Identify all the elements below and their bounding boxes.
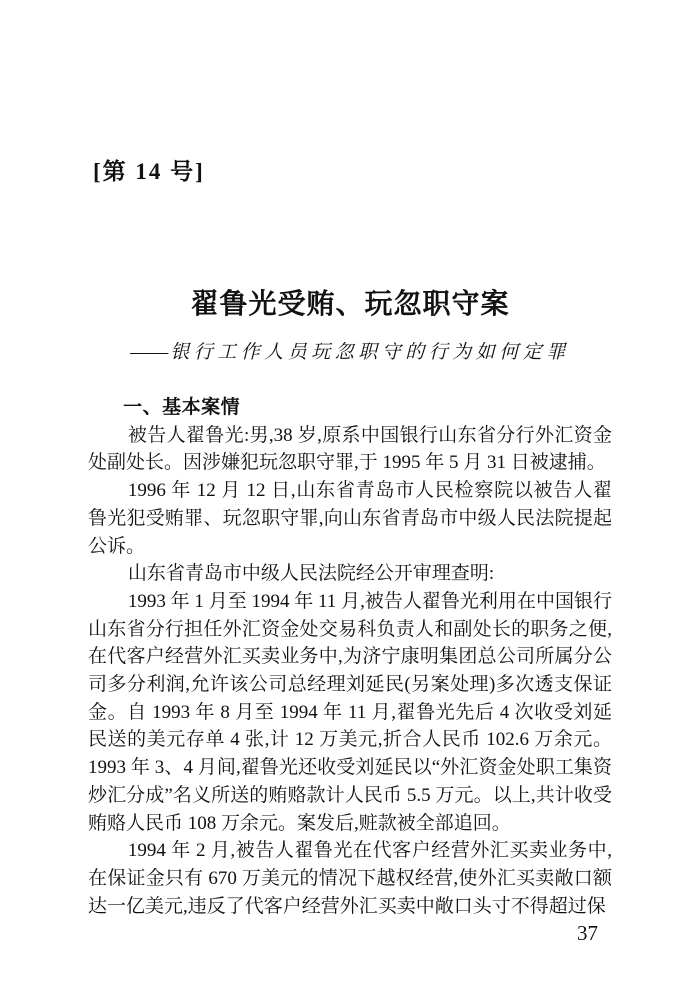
page-subtitle — [88, 337, 612, 364]
title-block — [88, 288, 612, 364]
case-number: [第 14 号] — [93, 159, 205, 184]
subtitle-dash: —— — [130, 341, 169, 363]
body-paragraph: 1994 年 2 月,被告人翟鲁光在代客户经营外汇买卖业务中,在保证金只有 670 万美元的情况下越权经营,使外汇买卖敞口额达一亿美元,违反了代客户经营外汇买卖中敞口头寸不得超过保 — [88, 840, 612, 917]
body-text — [88, 394, 612, 920]
page-title: 翟鲁光受贿、玩忽职守案 — [190, 289, 510, 320]
subtitle-text: 银行工作人员玩忽职守的行为如何定罪 — [170, 341, 570, 363]
section-heading: 一、基本案情 — [123, 397, 241, 418]
body-paragraph: 1996 年 12 月 12 日,山东省青岛市人民检察院以被告人翟鲁光犯受贿罪、玩忽职守罪,向山东省青岛市中级人民法院提起公诉。 — [88, 480, 612, 557]
body-paragraph: 山东省青岛市中级人民法院经公开审理查明: — [127, 563, 495, 585]
page-number: 37 — [577, 921, 598, 945]
body-paragraph: 1993 年 1 月至 1994 年 11 月,被告人翟鲁光利用在中国银行山东省分行担任外汇资金处交易科负责人和副处长的职务之便,在代客户经营外汇买卖业务中,为济宁康明集团总公司所属分公司多分利润,允许该公司总经理刘延民(另案处理)多次透支保证金。自 1993 年 8 月至 1994 年 11 月,翟鲁光先后 4 次收受刘延民送的美元存单 4 张,计 12 万美元,折合人民币 102.6 万余元。1993 年 3、4 月间,翟鲁光还收受刘延民以“外汇资金处职工集资炒汇分成”名义所送的贿赂款计人民币 5.5 万元。以上,共计收受贿赂人民币 108 万余元。案发后,赃款被全部追回。 — [88, 590, 612, 834]
body-paragraph: 被告人翟鲁光:男,38 岁,原系中国银行山东省分行外汇资金处副处长。因涉嫌犯玩忽职守罪,于 1995 年 5 月 31 日被逮捕。 — [88, 424, 612, 474]
